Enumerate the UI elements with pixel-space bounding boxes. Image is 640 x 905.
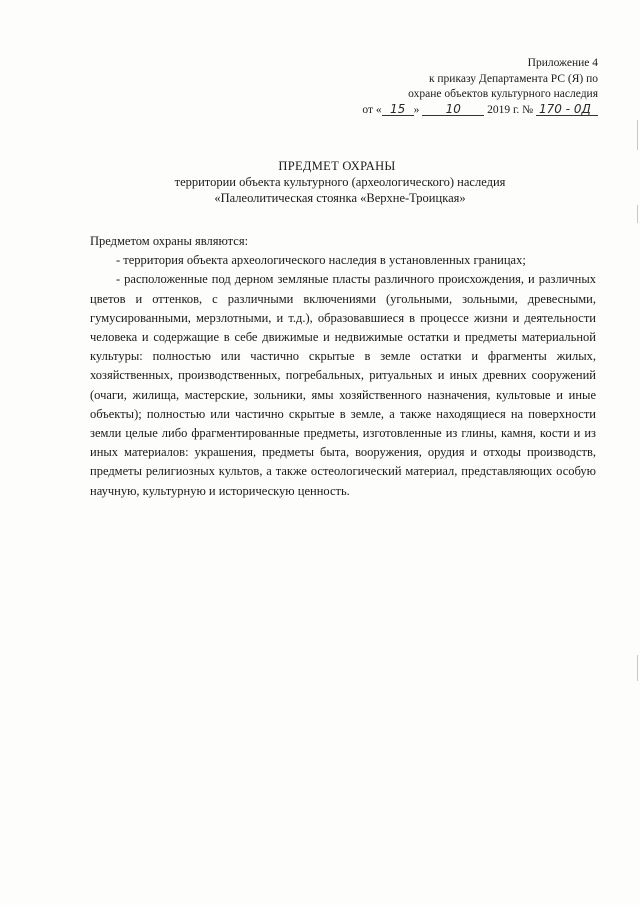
body-item-territory: - территория объекта археологического наследия в установленных границах; xyxy=(116,253,526,268)
date-prefix: от « xyxy=(362,103,382,116)
document-title xyxy=(0,158,640,206)
title-heading: ПРЕДМЕТ ОХРАНЫ xyxy=(278,159,396,173)
appendix-order-ref: к приказу Департамента РС (Я) по xyxy=(428,72,598,85)
appendix-header xyxy=(338,56,598,118)
title-object-name: «Палеолитическая стоянка «Верхне-Троицкая» xyxy=(214,191,466,205)
order-date-number xyxy=(338,103,598,119)
appendix-department: охране объектов культурного наследия xyxy=(408,88,598,100)
appendix-label: Приложение 4 xyxy=(527,57,598,69)
handwritten-day: 15 xyxy=(382,103,414,116)
handwritten-month: 10 xyxy=(422,103,484,116)
scan-edge-mark xyxy=(637,655,638,681)
title-subtitle: территории объекта культурного (археологического) наследия xyxy=(174,175,506,189)
scan-edge-mark xyxy=(637,205,638,223)
order-year: 2019 г. № xyxy=(487,103,534,116)
body-intro: Предметом охраны являются: xyxy=(90,234,249,248)
date-mid: » xyxy=(413,103,420,116)
body-item-layers: - расположенные под дерном земляные пласты различного происхождения, и различных цветов и оттенков, с различными включениями (угольными, зольными, древесными, гумусированными, мерзлотными, и т.д.), образовавшиеся в процессе жизни и деятельности человека и содержащие в себе движимые и недвижимые остатки и предметы материальной культуры: полностью или частично скрытые в земле остатки и фрагменты жилых, хозяйственных, производственных, погребальных, ритуальных и иных древних сооружений (очаги, жилища, мастерские, зольники, ямы хозяйственного назначения, культовые и иные объекты); полностью или частично скрытые в земле, а также находящиеся на поверхности земли целые либо фрагментированные предметы, изготовленные из глины, камня, кости и из иных материалов: украшения, предметы быта, вооружения, орудия и отходы производств, предметы религиозных культов, а также остеологический материал, представляющих особую научную, культурную и историческую ценность. xyxy=(90,272,596,498)
handwritten-order-number: 170 - 0Д xyxy=(536,103,598,116)
scan-edge-mark xyxy=(637,120,638,150)
document-body xyxy=(90,232,596,501)
